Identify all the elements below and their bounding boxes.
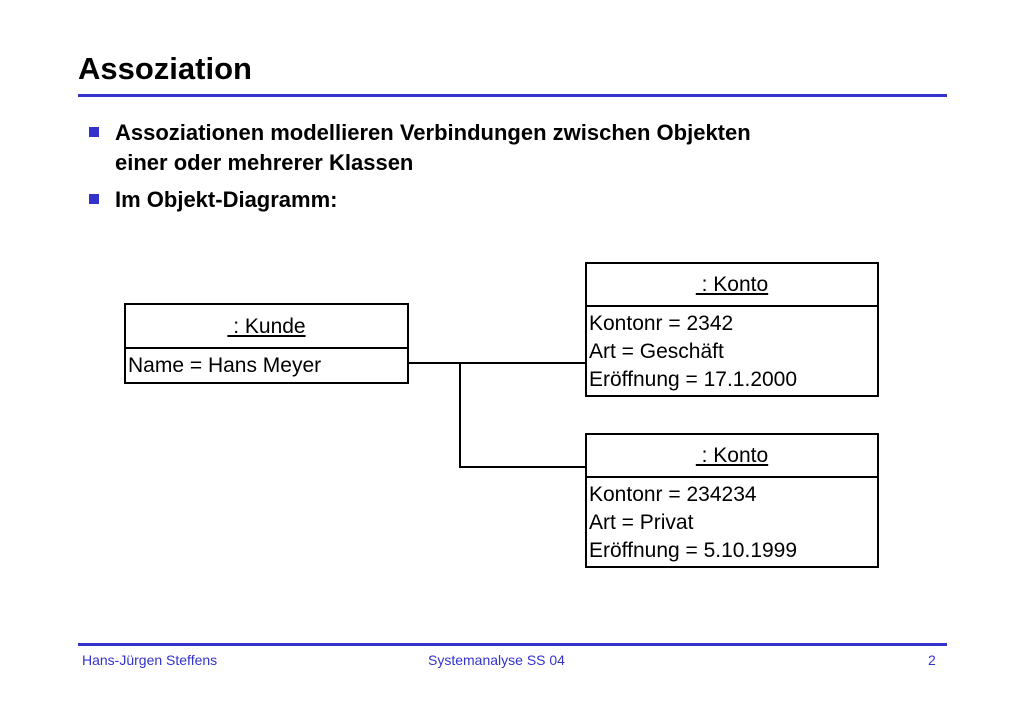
object-name-text: : Konto <box>695 273 769 296</box>
object-konto-2 <box>585 433 879 568</box>
object-konto-1 <box>585 262 879 397</box>
object-name <box>587 435 877 478</box>
association-line <box>459 466 585 468</box>
footer-author: Hans-Jürgen Steffens <box>82 652 218 668</box>
object-name <box>126 305 407 349</box>
bullet-text-line: einer oder mehrerer Klassen <box>115 150 414 175</box>
object-name-text: : Konto <box>695 444 769 467</box>
object-attribute: Art = Geschäft <box>589 340 724 363</box>
footer-divider <box>78 643 947 646</box>
footer-course: Systemanalyse SS 04 <box>428 652 565 668</box>
association-line <box>459 362 461 468</box>
bullet-text-line: Im Objekt-Diagramm: <box>115 187 338 212</box>
footer-page-number: 2 <box>928 652 936 668</box>
association-line <box>409 362 585 364</box>
object-attributes <box>126 349 407 380</box>
object-name <box>587 264 877 307</box>
object-attribute: Eröffnung = 5.10.1999 <box>589 539 798 562</box>
object-attributes <box>587 307 877 394</box>
object-attributes <box>587 478 877 565</box>
slide-title: Assoziation <box>78 51 252 86</box>
object-attribute: Eröffnung = 17.1.2000 <box>589 368 798 391</box>
object-attribute: Art = Privat <box>589 511 694 534</box>
bullet-text-line: Assoziationen modellieren Verbindungen zwischen Objekten <box>115 120 751 145</box>
object-name-text: : Kunde <box>227 315 306 338</box>
object-attribute: Name = Hans Meyer <box>128 354 322 377</box>
object-attribute: Kontonr = 2342 <box>589 312 734 335</box>
object-kunde <box>124 303 409 384</box>
object-attribute: Kontonr = 234234 <box>589 483 757 506</box>
